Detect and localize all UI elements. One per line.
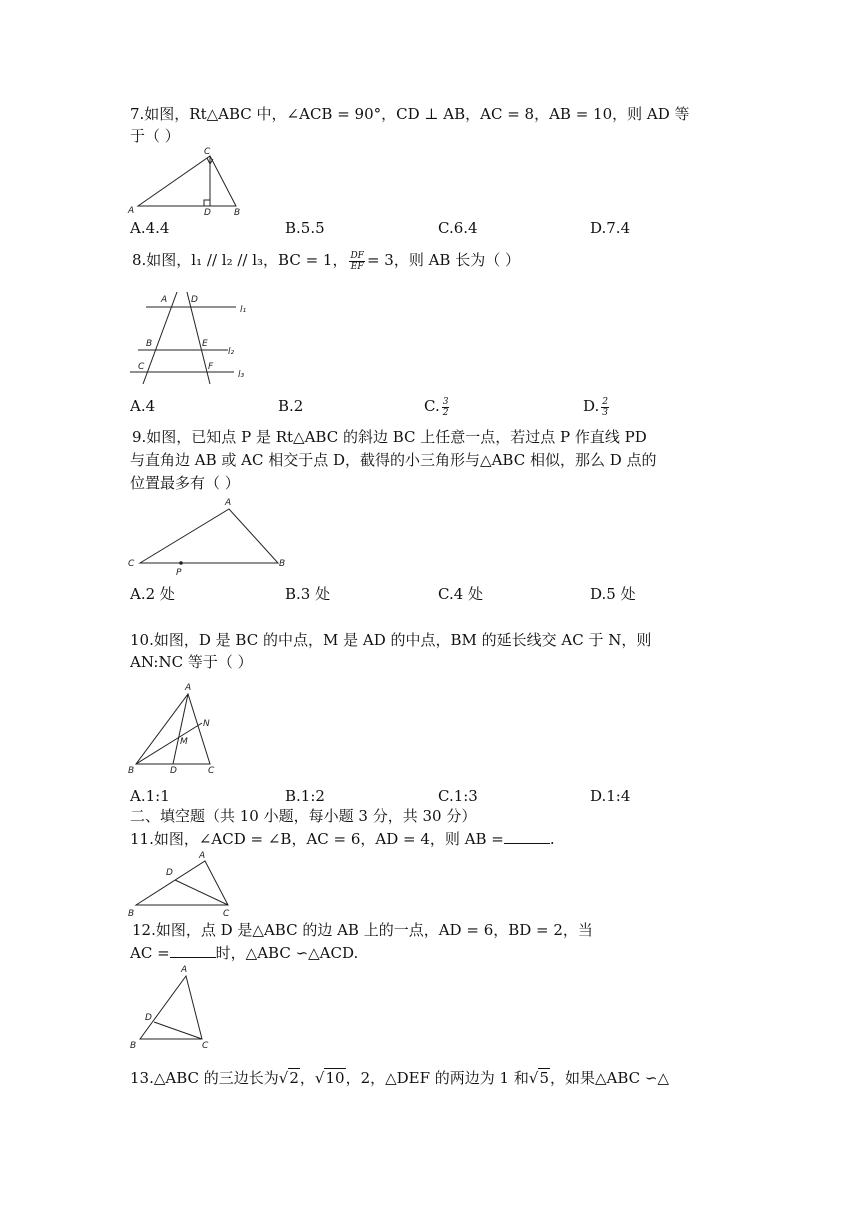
q8-label-l1: l₁ xyxy=(240,305,247,315)
q7-label-b: B xyxy=(234,208,241,218)
q7-option-a: A.4.4 xyxy=(130,219,170,237)
q13-stem-mid2: ，2，△DEF 的两边为 1 和 xyxy=(345,1069,529,1087)
q7-label-c: C xyxy=(204,147,211,157)
q13-stem-mid1: ， xyxy=(299,1069,315,1087)
q7-label-d: D xyxy=(204,208,211,218)
q13-sqrt-2: 10 xyxy=(325,1069,345,1087)
q8-option-c-num: 3 xyxy=(442,396,449,407)
section2-heading: 二、填空题（共 10 小题，每小题 3 分，共 30 分） xyxy=(130,807,477,825)
q9-label-b: B xyxy=(279,559,286,569)
q7-stem-line1: 7.如图，Rt△ABC 中，∠ACB = 90°，CD ⊥ AB，AC = 8，AB = 10，则 AD 等 xyxy=(130,105,690,123)
q8-option-c-fraction xyxy=(442,397,450,418)
q8-label-e: E xyxy=(202,339,208,349)
q8-fraction xyxy=(349,251,364,272)
q9-label-a: A xyxy=(225,498,232,508)
q8-label-a: A xyxy=(161,295,168,305)
q8-stem-pre: 8.如图，l₁ // l₂ // l₃，BC = 1， xyxy=(132,251,348,269)
q11-stem xyxy=(130,829,555,849)
q12-stem-pre: AC = xyxy=(130,944,170,962)
q12-stem-post: 时，△ABC ∽△ACD. xyxy=(215,944,359,962)
q12-stem-line2 xyxy=(130,943,358,963)
q8-option-c-prefix: C. xyxy=(424,397,440,415)
q13-stem-post: ，如果△ABC ∽△ xyxy=(549,1069,670,1087)
q7-option-b: B.5.5 xyxy=(285,219,325,237)
q8-option-d-den: 3 xyxy=(602,407,608,418)
q8-option-d-num: 2 xyxy=(602,396,608,407)
q8-option-c-den: 2 xyxy=(442,407,449,418)
q9-option-b: B.3 处 xyxy=(285,585,331,603)
q10-label-d: D xyxy=(170,766,177,776)
q12-answer-blank[interactable] xyxy=(170,943,216,958)
q9-stem-line1: 9.如图，已知点 P 是 Rt△ABC 的斜边 BC 上任意一点，若过点 P 作直线 PD xyxy=(132,428,647,446)
q13-sqrt-1: 2 xyxy=(289,1069,299,1087)
q10-label-c: C xyxy=(208,766,215,776)
q8-label-d: D xyxy=(191,295,198,305)
q9-label-c: C xyxy=(128,559,135,569)
q8-label-b: B xyxy=(146,339,153,349)
q12-figure xyxy=(128,962,228,1052)
q9-label-p: P xyxy=(176,568,182,578)
q8-option-d xyxy=(583,396,611,418)
q13-stem xyxy=(130,1068,669,1088)
q10-label-m: M xyxy=(180,737,188,747)
q8-frac-num: DF xyxy=(350,250,364,261)
q9-figure xyxy=(126,496,296,576)
q12-label-a: A xyxy=(181,965,188,975)
q11-stem-post: . xyxy=(549,830,555,848)
q7-option-d: D.7.4 xyxy=(590,219,631,237)
q7-stem-line2: 于（ ） xyxy=(130,127,180,145)
q7-option-c: C.6.4 xyxy=(438,219,478,237)
q8-figure xyxy=(128,290,258,390)
q8-option-d-fraction xyxy=(601,397,609,418)
q9-option-d: D.5 处 xyxy=(590,585,636,603)
q11-label-c: C xyxy=(223,909,230,919)
q7-figure xyxy=(128,148,248,220)
sqrt-icon: √ xyxy=(528,1069,539,1087)
q11-label-b: B xyxy=(128,909,135,919)
q10-option-d: D.1:4 xyxy=(590,787,631,805)
q9-option-a: A.2 处 xyxy=(130,585,175,603)
q9-option-c: C.4 处 xyxy=(438,585,484,603)
q8-stem xyxy=(132,250,520,272)
q12-label-c: C xyxy=(202,1041,209,1051)
sqrt-icon: √ xyxy=(278,1069,289,1087)
q10-figure xyxy=(128,680,228,780)
q8-label-l2: l₂ xyxy=(228,347,235,357)
q8-option-d-prefix: D. xyxy=(583,397,600,415)
q10-option-c: C.1:3 xyxy=(438,787,478,805)
q8-stem-post: = 3，则 AB 长为（ ） xyxy=(366,251,520,269)
q13-sqrt-3: 5 xyxy=(539,1069,549,1087)
q10-label-n: N xyxy=(203,719,210,729)
q11-stem-pre: 11.如图，∠ACD = ∠B，AC = 6，AD = 4，则 AB = xyxy=(130,830,504,848)
q11-answer-blank[interactable] xyxy=(504,829,550,844)
q8-label-c: C xyxy=(138,362,145,372)
q10-option-b: B.1:2 xyxy=(285,787,325,805)
q8-label-f: F xyxy=(208,362,214,372)
q8-option-b: B.2 xyxy=(278,397,304,415)
q9-stem-line3: 位置最多有（ ） xyxy=(130,474,240,492)
q8-label-l3: l₃ xyxy=(238,370,245,380)
q11-figure xyxy=(128,850,238,920)
q10-stem-line1: 10.如图，D 是 BC 的中点，M 是 AD 的中点，BM 的延长线交 AC 于 N，则 xyxy=(130,631,652,649)
q8-frac-den: EF xyxy=(350,261,364,272)
q8-option-c xyxy=(424,396,451,418)
q10-label-b: B xyxy=(128,766,135,776)
q13-stem-pre: 13.△ABC 的三边长为 xyxy=(130,1069,279,1087)
q12-label-d: D xyxy=(145,1013,152,1023)
q10-stem-line2: AN:NC 等于（ ） xyxy=(130,653,253,671)
sqrt-icon: √ xyxy=(314,1069,325,1087)
q7-label-a: A xyxy=(128,206,135,216)
q12-label-b: B xyxy=(130,1041,137,1051)
q10-option-a: A.1:1 xyxy=(130,787,170,805)
q8-option-a: A.4 xyxy=(130,397,156,415)
q11-label-d: D xyxy=(166,868,173,878)
q11-label-a: A xyxy=(199,851,206,861)
q12-stem-line1: 12.如图，点 D 是△ABC 的边 AB 上的一点，AD = 6，BD = 2，当 xyxy=(132,921,593,939)
q10-label-a: A xyxy=(185,683,192,693)
q9-stem-line2: 与直角边 AB 或 AC 相交于点 D，截得的小三角形与△ABC 相似，那么 D 点的 xyxy=(130,451,657,469)
